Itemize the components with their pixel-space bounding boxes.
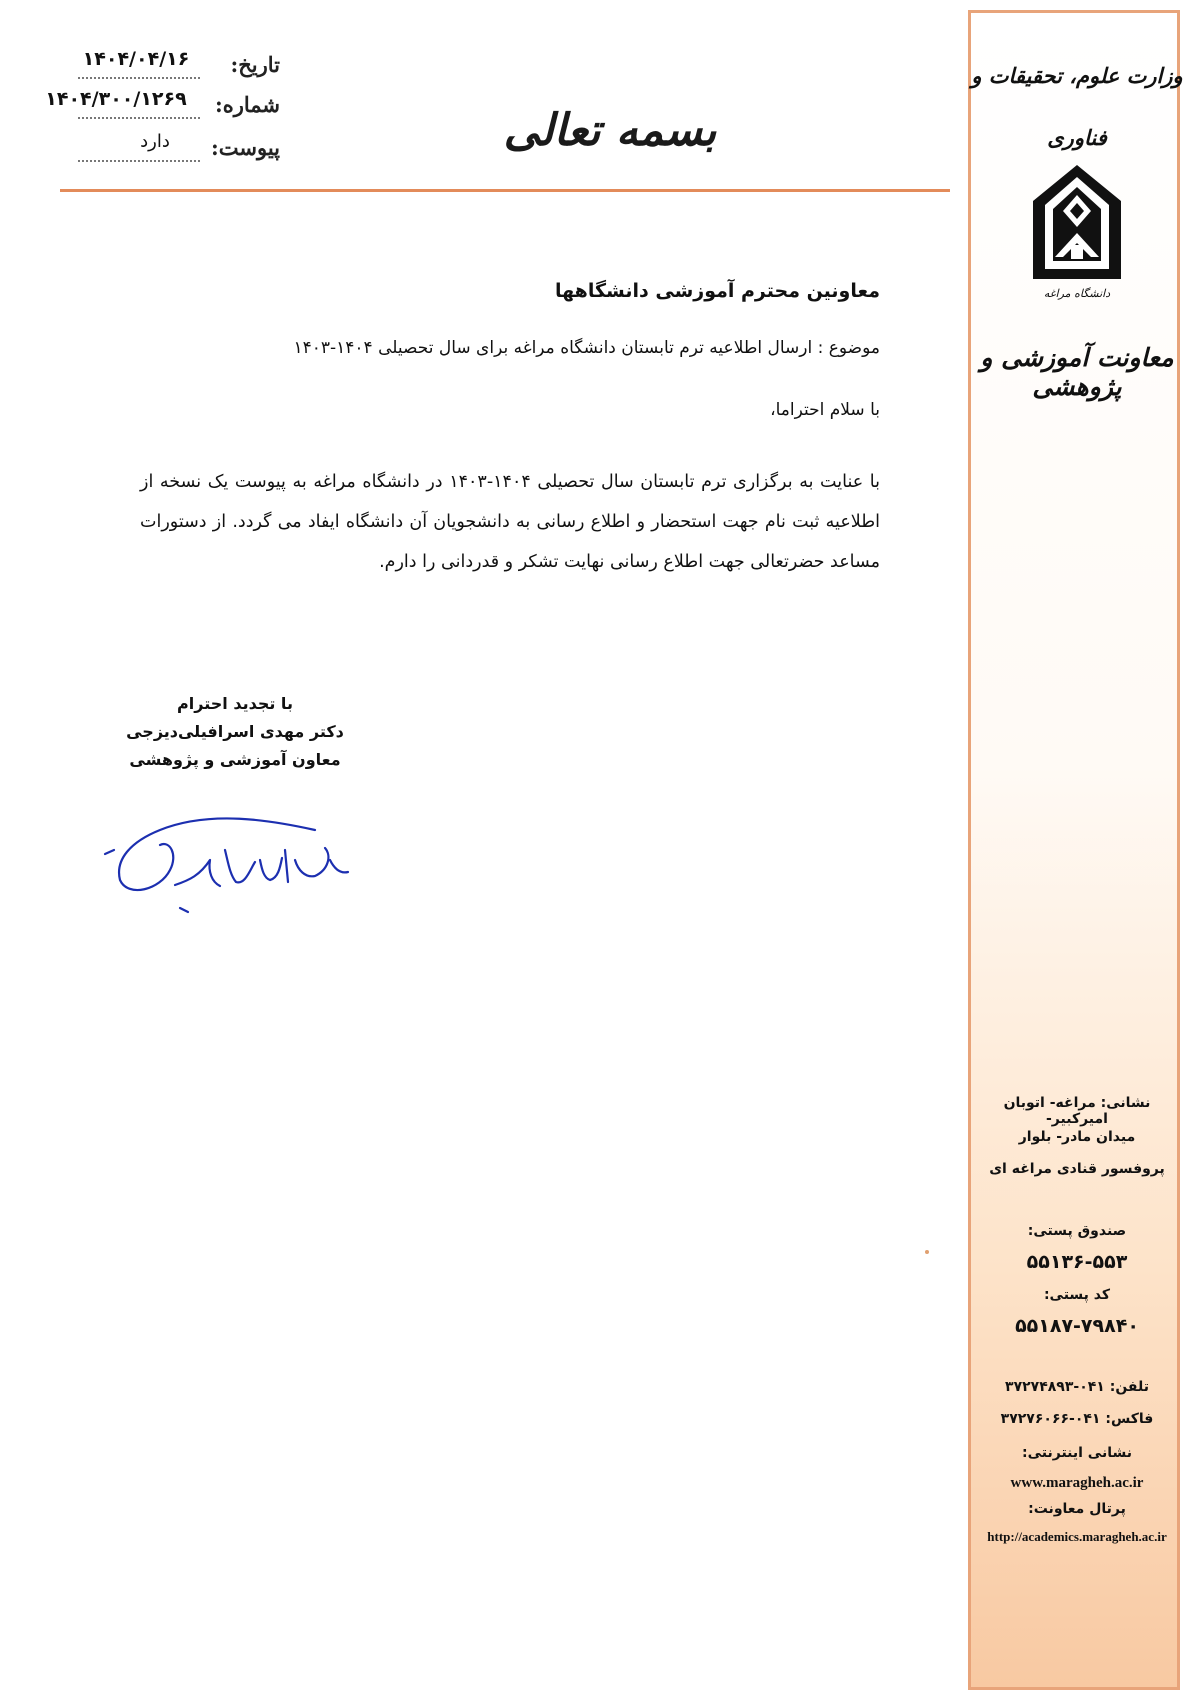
- number-value: ۱۴۰۴/۳۰۰/۱۲۶۹: [45, 88, 187, 110]
- letterhead-sidebar: [968, 10, 1183, 1690]
- subject-line: موضوع : ارسال اطلاعیه ترم تابستان دانشگاه مراغه برای سال تحصیلی ۱۴۰۴-۱۴۰۳: [293, 338, 880, 358]
- portal-link[interactable]: http://academics.maragheh.ac.ir: [987, 1529, 1167, 1544]
- ministry-title: [971, 45, 1183, 169]
- po-box-value: ۵۵۱۳۶-۵۵۳: [1026, 1251, 1128, 1273]
- header-divider: [60, 189, 950, 192]
- dotted-line: [78, 77, 200, 79]
- number-field: [40, 88, 280, 124]
- date-field: [40, 48, 280, 84]
- portal-label: پرتال معاونت:: [1028, 1501, 1126, 1517]
- address-line-3: پروفسور قنادی مراغه ای: [989, 1161, 1165, 1177]
- paper-speck: [925, 1250, 929, 1254]
- website-label: نشانی اینترنتی:: [1022, 1445, 1132, 1461]
- greeting-line: با سلام احتراما،: [770, 400, 880, 420]
- ministry-line-1: وزارت علوم، تحقیقات و: [971, 63, 1183, 88]
- ministry-line-2: فناوری: [1047, 125, 1107, 150]
- signer-name: دکتر مهدی اسرافیلی‌دیزجی: [126, 722, 344, 741]
- dotted-line: [78, 160, 200, 162]
- handwritten-signature: [100, 790, 370, 920]
- number-label: شماره:: [214, 92, 280, 117]
- phone-number: تلفن: ۰۴۱-۳۷۲۷۴۸۹۳: [1005, 1379, 1149, 1395]
- university-logo-icon: [1021, 161, 1133, 311]
- postal-code-label: کد پستی:: [1043, 1287, 1111, 1303]
- attachment-label: پیوست:: [211, 135, 280, 160]
- signer-title: معاون آموزشی و پژوهشی: [129, 750, 341, 769]
- po-box-label: صندوق پستی:: [1027, 1223, 1127, 1239]
- date-value: ۱۴۰۴/۰۴/۱۶: [82, 48, 190, 70]
- logo-caption: دانشگاه مراغه: [1043, 287, 1111, 300]
- address-line-2: میدان مادر- بلوار: [1018, 1129, 1136, 1145]
- body-paragraph: با عنایت به برگزاری ترم تابستان سال تحصیلی ۱۴۰۴-۱۴۰۳ در دانشگاه مراغه به پیوست یک نسخه از اطلاعیه ثبت نام جهت استحضار و اطلاع رسانی به دانشجویان آن دانشگاه ایفاد می گردد. از دستورات مساعد حضرتعالی جهت اطلاع رسانی نهایت تشکر و قدردانی را دارم.: [140, 472, 880, 572]
- attachment-value: دارد: [140, 131, 170, 152]
- date-label: تاریخ:: [230, 52, 280, 77]
- attachment-field: [40, 131, 280, 167]
- recipient-line: معاونین محترم آموزشی دانشگاهها: [554, 280, 880, 302]
- postal-code-value: ۵۵۱۸۷-۷۹۸۴۰: [1015, 1315, 1139, 1337]
- closing-line: با تجدید احترام: [177, 694, 293, 713]
- signature-block: [120, 690, 350, 774]
- dotted-line: [78, 117, 200, 119]
- fax-number: فاکس: ۰۴۱-۳۷۲۷۶۰۶۶: [1000, 1411, 1154, 1427]
- website-link[interactable]: www.maragheh.ac.ir: [1010, 1475, 1144, 1491]
- deputy-title: معاونت آموزشی و پژوهشی: [980, 343, 1174, 401]
- address-line-1: نشانی: مراغه- اتوبان امیرکبیر-: [1003, 1095, 1151, 1127]
- basmala-heading: بسمه تعالی: [503, 105, 717, 156]
